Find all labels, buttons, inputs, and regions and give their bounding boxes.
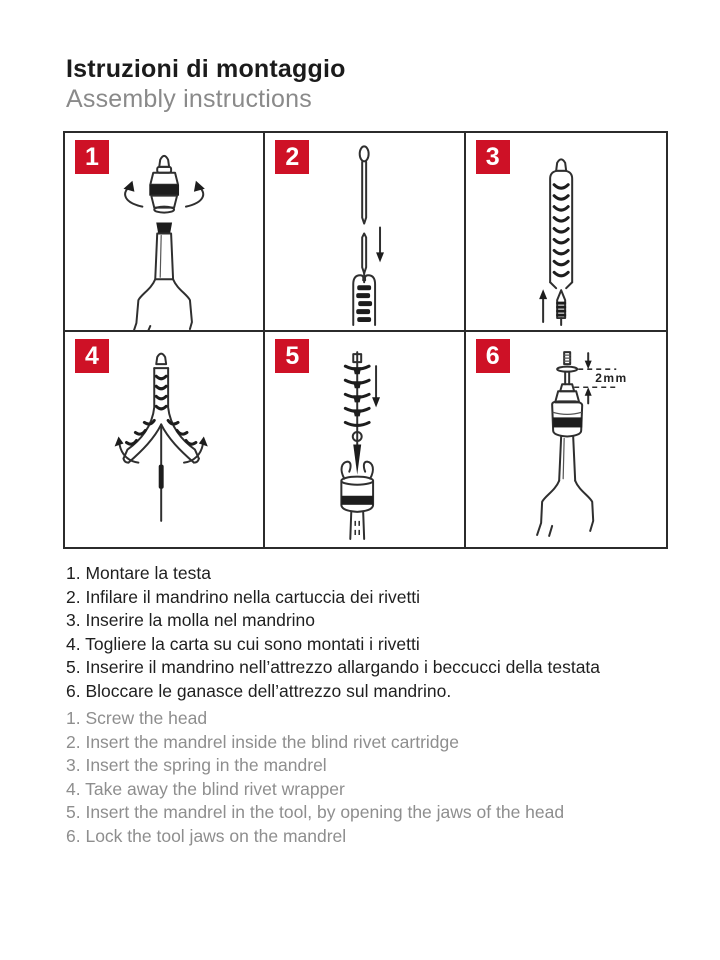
up-arrow-icon [539,289,547,322]
panel-4-number-badge: 4 [75,339,109,373]
panel-6 [466,332,666,547]
down-arrow-icon [372,366,380,407]
dimension-2mm-label: 2mm [594,371,628,386]
panel-5 [265,332,465,547]
panel-2-number-badge: 2 [275,140,309,174]
panel-6-number-badge: 6 [476,339,510,373]
panel-3-number-badge: 3 [476,140,510,174]
panel-2 [265,133,465,332]
tool-neck-drawing [351,512,365,539]
step-en-5: 5. Insert the mandrel in the tool, by opening the jaws of the head [66,802,565,822]
steps-english [66,707,676,848]
instruction-panel-grid [63,131,668,549]
steps-italian [66,562,676,703]
page-header [66,55,346,113]
tool-body-drawing [133,223,192,330]
tool-body-drawing [537,436,593,535]
step-en-3: 3. Insert the spring in the mandrel [66,755,327,775]
step-it-1: 1. Montare la testa [66,563,211,583]
down-arrow-icon [376,228,384,263]
step-it-4: 4. Togliere la carta su cui sono montati i rivetti [66,633,420,654]
panel-1 [65,133,265,332]
mandrel-drawing [159,424,164,520]
step-it-6: 6. Bloccare le ganasce dell’attrezzo sul mandrino. [66,680,452,701]
page-subtitle: Assembly instructions [66,85,312,113]
panel-1-number-badge: 1 [75,140,109,174]
panel-3 [466,133,666,332]
step-it-5: 5. Inserire il mandrino nell’attrezzo allargando i beccucci della testata [66,657,601,677]
rivet-cartridge-drawing [550,159,572,288]
step-en-4: 4. Take away the blind rivet wrapper [66,778,345,799]
mandrel-drawing [360,146,369,282]
tool-head-drawing [149,156,179,213]
step-it-2: 2. Infilare il mandrino nella cartuccia dei rivetti [66,586,421,607]
page-title: Istruzioni di montaggio [66,55,346,83]
step-en-1: 1. Screw the head [66,708,208,728]
step-en-6: 6. Lock the tool jaws on the mandrel [66,825,347,846]
spring-drawing [557,290,565,325]
dimension-annotation [574,353,628,403]
step-it-3: 3. Inserire la molla nel mandrino [66,610,316,630]
step-en-2: 2. Insert the mandrel inside the blind rivet cartridge [66,731,459,752]
mandrel-tip-drawing [557,352,577,384]
panel-4 [65,332,265,547]
panel-5-number-badge: 5 [275,339,309,373]
tool-head-locked-drawing [552,384,582,436]
rivet-stack-on-mandrel-drawing [346,352,370,475]
